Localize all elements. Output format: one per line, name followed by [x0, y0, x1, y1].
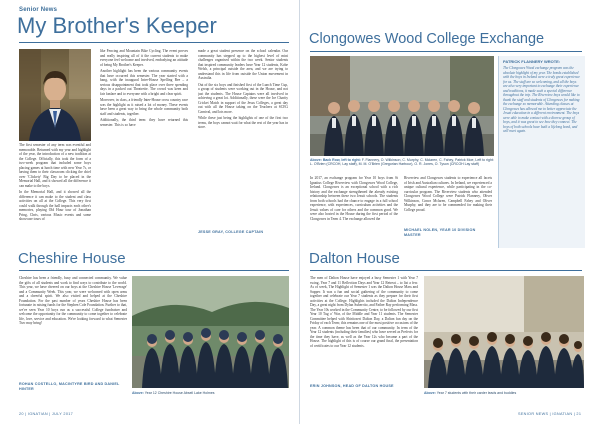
article-title-dalton: Dalton House — [309, 250, 400, 267]
exchange-column-2 — [404, 176, 492, 226]
cheshire-byline: ROHAN COSTELLO, MACINTYRE BIRD AND DANIEL HINTER — [19, 382, 120, 391]
paragraph: The men of Dalton House have enjoyed a busy Semester 1 with Year 7 swing, Year 7 and 11 Reflection Days and Year 12 Retreat – to list a few. As of week, The Highlight of Semester 1 was the Dalton House Mass and Supper. It was a fun and social gathering of the community to come together and celebrate our Year 7 students as they prepare for their first activities at the College. Highlights included the Dalton Independence Day, a great night from Dylan Suberrito, and Father Ray performing Mass. The Year 10s worked in the Community Centre, to be followed by our first Year 10 Tug o' War, of the Middle and Year 11 students. The Semester Committee helped with Shiritoseri Dalton Day, a Dalton fun day on the Friday of each Term; this remains one of the most positive occasions of the year. A common theme has been that of our community. In term of the Year 12 students (including their families) who have served as Prefects for the time they have, as well as the Year 12s who became a part of the House. The highlight of this is of course our grand final, the presentation of certificates to our Year 12 students. — [310, 276, 418, 348]
paragraph: like Fencing and Mountain Bike Cycling. The event proves and really inspiring all of it the current students to make everyone feel welcome and involved, embodying an attitude of being My Brother's Keeper. — [100, 49, 188, 67]
caption-label: Above: — [424, 391, 436, 395]
article-column-2 — [100, 49, 188, 239]
publication-name: IGNATIAN — [552, 412, 573, 416]
paragraph: The first semester of any term was eventful and memorable. Returned with my year and highlight of the year, the introduction of a new tradition at the College. Officially, this took the form of a two-week program that included some boys placing games at lunch time with new Year 7s, or having them to their classroom clicking the chief over 'Clickety' Big Day to be placed in the Memorial Hall, and it showed all the difference it can make to the boys. — [19, 143, 91, 188]
quote-sidebar — [498, 56, 585, 248]
section-kicker: Senior News — [19, 7, 58, 13]
left-page-footer: 20 | IGNATIAN | JULY 2017 — [19, 412, 74, 416]
title-rule — [19, 42, 289, 43]
paragraph: While these just being the highlights of one of the first two terms, the boys cannot wait for what the rest of the year has in store. — [198, 116, 288, 129]
paragraph: Riverview and Clongowes students to experience all facets of Irish and Australian cultures. In Ireland, we experienced a unique cultural experience, while participating in the co-curricular program. The Riverview students who attended Clongowes Wood College were Patrick Flannery, Oliver Wilkinson, Conor Mclaren, Campbell Fahey and Oliver Murphy, and they are to be commended for making their College proud. — [404, 176, 492, 212]
dalton-photo — [424, 276, 584, 388]
issue-date: JULY 2017 — [51, 412, 74, 416]
article-column-1 — [19, 143, 91, 239]
group-photo — [310, 56, 494, 156]
paragraph: Out of the six boys and finished first of the Lunch Time Cup, a group of students were working out in the House, and not just the students. The House Captains were all involved in achieving a great lot. Additionally, these were the Ice Charity Cricket Match in support of the Jesus Colleges, a great day out with all the House taking on the Teachers at SCEG Carnival, and lots more. — [198, 82, 288, 114]
quote-sidebar-text: The Clongowes Wood exchange program was the absolute highlight of my year. The bonds established with the boys in Ireland were a truly great experience for us. The staff are so welcoming, and all the boys are also very important to exchange their experience and traditions, it made such a special difference throughout the trip. The Riverview boys would like to thank the staff and students of Clongowes for making the exchange so memorable. Attending classes at Clongowes has allowed me to better appreciate the Jesuit education in a different environment. The boys were able to make contact with a diverse group of boys, and it was great to see how they connect. The boys of both schools have built a lifelong bond, and will meet again. — [503, 66, 580, 133]
page-number: 20 — [19, 412, 24, 416]
caption-label: Above: Back Row, left to right: — [310, 158, 361, 162]
portrait-photo — [19, 49, 91, 141]
cheshire-photo-caption — [132, 391, 289, 395]
caption-text: Year 7 students with their carder leads and buddies — [436, 391, 517, 395]
paragraph: Another highlight has been the various community events that have occurred this semester. The year started with a bang, with the inaugural Inter-House Spelling Bee – a serious disappointment that took place over three spending days in a packed out Theatrette. The crowd was keen and fair fanfare and to everyone with a bright and clear spirit. — [100, 69, 188, 96]
dalton-photo-caption — [424, 391, 584, 395]
exchange-byline: MICHAEL NOLEN, YEAR 10 DIVISION MASTER — [404, 228, 476, 237]
exchange-column-1 — [310, 176, 398, 246]
caption-text: F. Flannery, O. Wilkinson, C. Murphy, C. Mclaren, C. Fahey, Patrick Moe, Left to right: L. O'Brien (CRCOH, Lay staff), M. M. O'Brien (Gregorian Harbour), O. R. Jones, O. Tyson (CRCOH Lay staff) — [310, 158, 494, 167]
article-byline: JESSE GRAY, COLLEGE CAPTAIN — [198, 230, 264, 234]
right-page-footer: SENIOR NEWS | IGNATIAN | 21 — [518, 412, 582, 416]
cheshire-text — [19, 276, 127, 378]
publication-name: IGNATIAN — [27, 412, 48, 416]
paragraph: made a great student presence on the school calendar. Our community has stepped up to the highest level of mini challenges organised within the two week. Senior students that inspired community leaders have Year 12 students, Kobe Welsh, a principal outside the area, and we are trying to understand this in life from outside the Union movement in Australia. — [198, 49, 288, 80]
caption-text: Year 12 Cheshire House Abseil Lake Holmes — [144, 391, 215, 395]
group-photo-caption — [310, 158, 494, 167]
paragraph: Additionally, the third term: they have returned this semester. This is so have — [100, 118, 188, 127]
dalton-byline: ERIN JOHNSON, HEAD OF DALTON HOUSE — [310, 384, 394, 388]
section-name: SENIOR NEWS — [518, 412, 549, 416]
article-title-clongowes: Clongowes Wood College Exchange — [309, 31, 545, 47]
page-gutter — [299, 0, 300, 424]
article-title-cheshire: Cheshire House — [18, 250, 126, 267]
paragraph: In 2017, an exchange program for Year 10 boys from St Ignatius College Riverview with Clongowes Wood College, Ireland. Clongowes is an exceptional school with a rich history and the exchange strengthened the already existing relationship between these two Jesuit schools. The students from both schools had the chance to engage in a full school experience, with experiences, curriculum activities and the Jesuit values of care for others and the common good. We were also hosted in the House during the first period of the Clongowes in Term 4. The exchange allowed the — [310, 176, 398, 221]
paragraph: Cheshire has been a friendly, busy and connected community. We value the gifts of all students and work to find ways to contribute to the world. This year, we have cheered on our boys at the Cheshire House 'Leverage' and a Community Week. This year, we were welcomed with open arms and a cheerful spirit. We also visited and helped at the Cheshire Foundation. For the past number of years Cheshire House has been fortunate in raising funds for the Stephen Cole Foundation. Further to that, we've seen Year 10 boys run as a successful College fundraiser and welcome the opportunity for the community to come together to celebrate life, love, service and education. We're looking forward to what Semester Two may bring! — [19, 276, 127, 325]
paragraph: Moreover, in class, a friendly Inter-House cross country race was the highlight as it raised a lot of money. These events have been a great way to bring the whole community both staff and students, together. — [100, 98, 188, 116]
caption-label: Above: — [132, 391, 144, 395]
cheshire-photo — [132, 276, 289, 388]
title-rule — [310, 270, 582, 271]
paragraph: In the Memorial Hall, and it showed all the difference it can make to the student and class activities on all at the College. This very first could walk through the hall impacts each other's memories, playing Old Hour tour of Jonathan Pring, Chris, various Music events and some showcase tours of — [19, 190, 91, 221]
title-rule — [310, 51, 582, 52]
page-number: 21 — [576, 412, 582, 416]
article-column-3 — [198, 49, 288, 224]
dalton-text — [310, 276, 418, 380]
title-rule — [19, 270, 289, 271]
quote-sidebar-title: PATRICK FLANNERY WROTE: — [503, 59, 561, 64]
article-title-brothers-keeper: My Brother's Keeper — [17, 13, 217, 38]
